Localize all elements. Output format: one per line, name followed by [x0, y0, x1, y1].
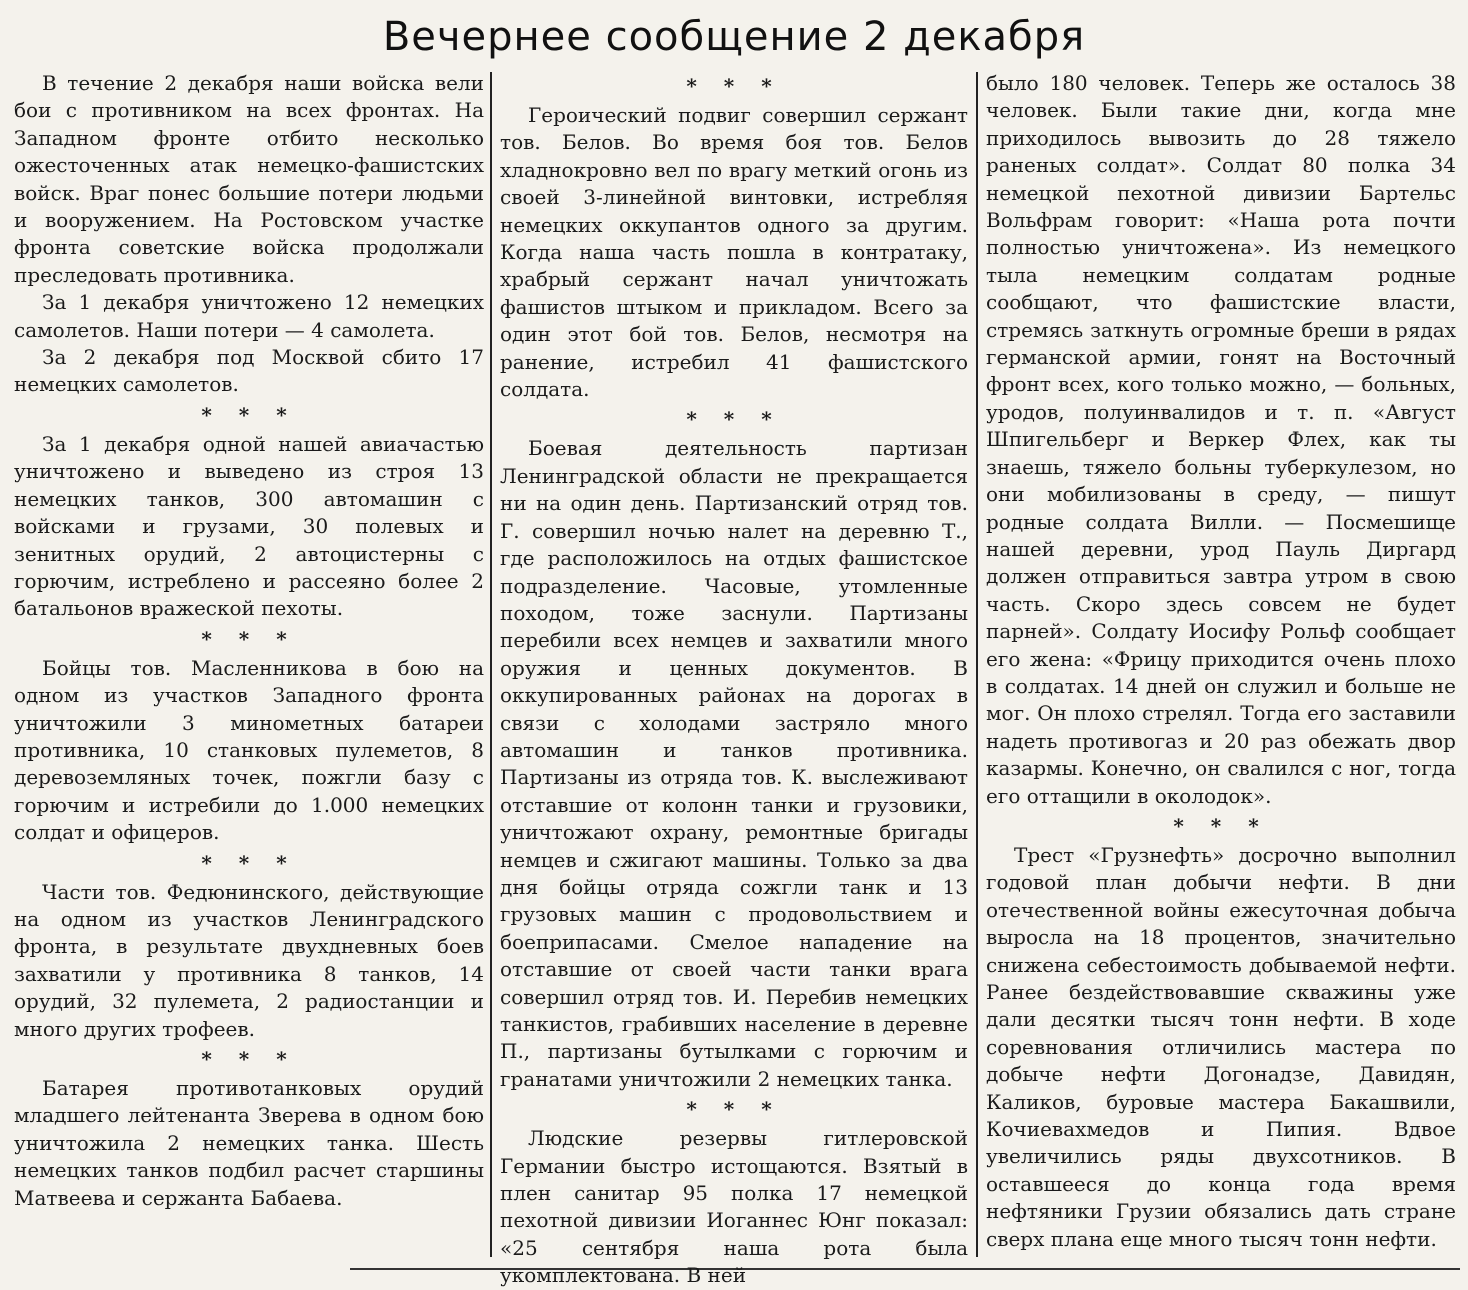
paragraph-fronts-summary: В течение 2 декабря наши войска вели бои с противником на всех фронтах. На Западном фронте отбито несколько ожесточенных атак немецко-фашистских войск. Враг понес большие потери людьми и вооружением. На Ростовском участке фронта советские войска продолжали преследовать противника.: [14, 71, 484, 287]
paragraph-belov: Героический подвиг совершил сержант тов. Белов. Во время боя тов. Белов хладнокровно вел по врагу меткий огонь из своей 3-линейной винтовки, истребляя немецких оккупантов одного за другим. Когда наша часть пошла в контратаку, храбрый сержант начал уничтожать фашистов штыком и прикладом. Всего за один этот бой тов. Белов, несмотря на ранение, истребил 41 фашистского солдата.: [500, 103, 968, 402]
paragraph-german-reserves-continued: было 180 человек. Теперь же осталось 38 человек. Были такие дни, когда мне приходилось вывозить до 28 тяжело раненых солдат». Солдат 80 полка 34 немецкой пехотной дивизии Бартельс Вольфрам говорит: «Наша рота почти полностью уничтожена». Из немецкого тыла немецким солдатам родные сообщают, что фашистские власти, стремясь заткнуть огромные бреши в рядах германской армии, гонят на Восточный фронт всех, кого только можно, — больных, уродов, полуинвалидов и т. п. «Август Шпигельберг и Веркер Флех, как ты знаешь, тяжело больны туберкулезом, но они мобилизованы в среду, — пишут родные солдата Вилли. — Посмешище нашей деревни, урод Пауль Диргард должен отправиться завтра утром в свою часть. Скоро здесь совсем не будет парней». Солдату Иосифу Рольф сообщает его жена: «Фрицу приходится очень плохо в солдатах. 14 дней он служил и больше не мог. Он плохо стрелял. Тогда его заставили надеть противогаз и 20 раз обежать двор казармы. Конечно, он свалился с ног, тогда его оттащили в околодок».: [986, 71, 1456, 808]
section-separator: * * *: [201, 402, 297, 427]
paragraph-dec1-planes: За 1 декабря уничтожено 12 немецких самолетов. Наши потери — 4 самолета.: [14, 290, 484, 342]
column-divider-2: [976, 72, 978, 1257]
column-2: [500, 70, 968, 1288]
paragraph-partisans: Боевая деятельность партизан Ленинградской области не прекращается ни на один день. Партизанский отряд тов. Г. совершил ночью налет на деревню Т., где расположилось на отдых фашистское подразделение. Часовые, утомленные походом, тоже заснули. Партизаны перебили всех немцев и захватили много оружия и ценных документов. В оккупированных районах на дорогах в связи с холодами застряло много автомашин и танков противника. Партизаны из отряда тов. К. выслеживают отставшие от колонн танки и грузовики, уничтожают охрану, ремонтные бригады немцев и сжигают машины. Только за два дня бойцы отряда сожгли танк и 13 грузовых машин с продовольствием и боеприпасами. Смелое нападение на отставшие от своей части танки врага совершил отряд тов. И. Перебив немецких танкистов, грабивших население в деревне П., партизаны бутылками с горючим и гранатами уничтожили 2 немецких танка.: [500, 436, 968, 1091]
paragraph-dec2-moscow: За 2 декабря под Москвой сбито 17 немецких самолетов.: [14, 345, 484, 397]
page-title: Вечернее сообщение 2 декабря: [382, 14, 1086, 60]
paragraph-zverev-battery: Батарея противотанковых орудий младшего лейтенанта Зверева в одном бою уничтожила 2 немецких танка. Шесть немецких танков подбил расчет старшины Матвеева и сержанта Бабаева.: [14, 1076, 484, 1210]
section-separator: * * *: [1173, 813, 1269, 838]
section-separator: * * *: [201, 626, 297, 651]
column-divider-1: [490, 72, 492, 1257]
section-separator: * * *: [686, 1097, 782, 1122]
paragraph-air-unit: За 1 декабря одной нашей авиачастью уничтожено и выведено из строя 13 немецких танков, 300 автомашин с войсками и грузами, 30 полевых и зенитных орудий, 2 автоцистерны с горючим, истреблено и рассеяно более 2 батальонов вражеской пехоты.: [14, 431, 484, 621]
paragraph-german-reserves: Людские резервы гитлеровской Германии быстро истощаются. Взятый в плен санитар 95 полка 17 немецкой пехотной дивизии Иоганнес Юнг показал: «25 сентября наша рота была укомплектована. В ней: [500, 1126, 968, 1288]
column-3: [986, 70, 1456, 1260]
section-separator: * * *: [686, 74, 782, 98]
section-separator: * * *: [201, 1047, 297, 1071]
section-separator: * * *: [201, 850, 297, 875]
paragraph-gruzneft: Трест «Грузнефть» досрочно выполнил годовой план добычи нефти. В дни отечественной войны ежесуточная добыча выросла на 18 процентов, значительно снижена себестоимость добываемой нефти. Ранее бездействовавшие скважины уже дали десятки тысяч тонн нефти. В ходе соревнования отличились мастера по добыче нефти Догонадзе, Давидян, Каликов, буровые мастера Бакашвили, Кочиевахмедов и Пипия. Вдвое увеличились ряды двухсотников. В оставшееся до конца года время нефтяники Грузии обязались дать стране сверх плана еще много тысяч тонн нефти.: [986, 842, 1456, 1251]
paragraph-fedyuninsky: Части тов. Федюнинского, действующие на одном из участков Ленинградского фронта, в результате двухдневных боев захватили у противника 8 танков, 14 орудий, 32 пулемета, 2 радиостанции и много других трофеев.: [14, 879, 484, 1041]
paragraph-maslennikov: Бойцы тов. Масленникова в бою на одном из участков Западного фронта уничтожили 3 минометных батареи противника, 10 станковых пулеметов, 8 деревоземляных точек, пожгли базу с горючим и истребили до 1.000 немецких солдат и офицеров.: [14, 655, 484, 845]
column-1: [14, 70, 484, 1260]
section-separator: * * *: [686, 407, 782, 432]
